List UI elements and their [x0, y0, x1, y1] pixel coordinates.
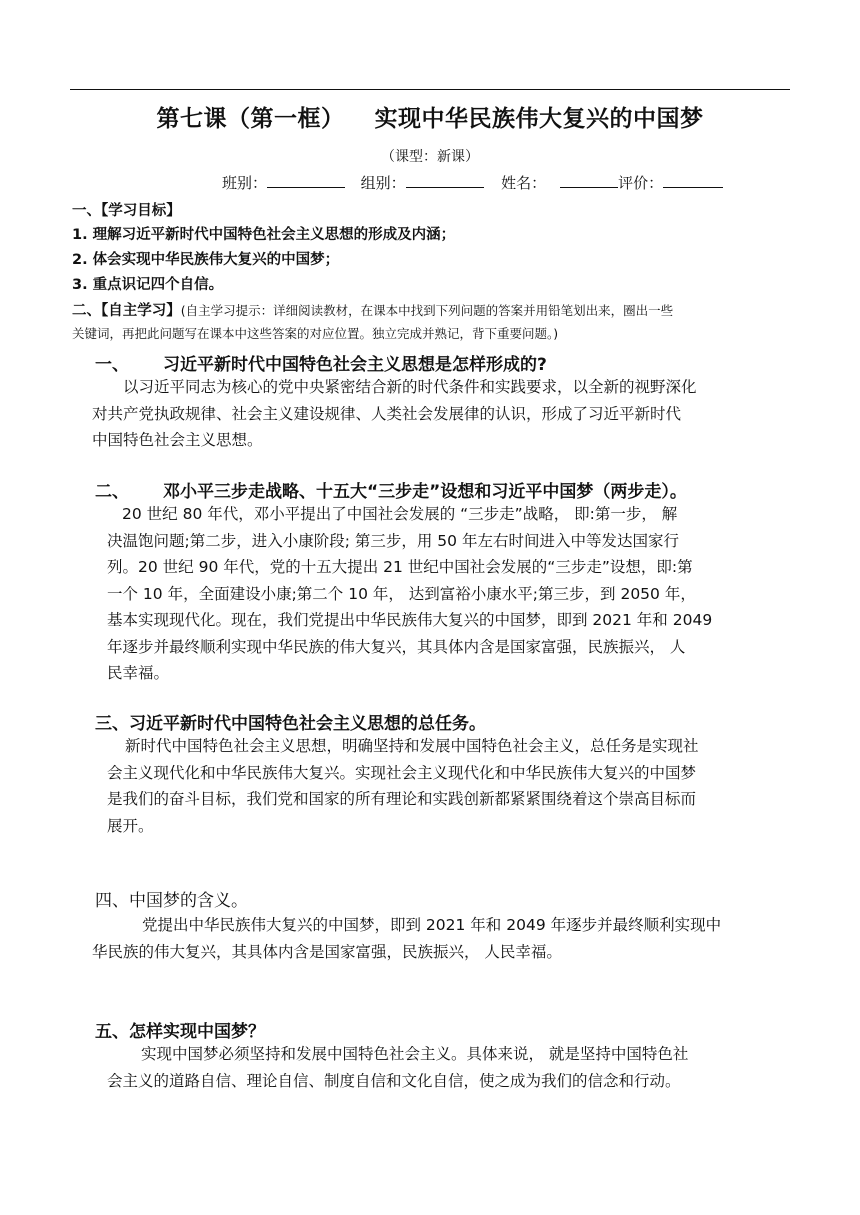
question-number: 三、 [95, 714, 129, 734]
name-field[interactable] [560, 173, 618, 188]
question-answer [107, 1041, 793, 1094]
title-lesson: 第七课（第一框） [156, 106, 345, 132]
answer-line: 年逐步并最终顺利实现中华民族的伟大复兴，其具体内含是国家富强，民族振兴， 人 [107, 637, 686, 656]
student-info-row [222, 172, 723, 193]
question-answer [92, 912, 792, 965]
objective-item: 3. 重点识记四个自信。 [72, 277, 224, 293]
objective-item: 2. 体会实现中华民族伟大复兴的中国梦； [72, 252, 340, 268]
class-label: 班别： [222, 174, 268, 192]
name-label: 姓名： [501, 174, 547, 192]
question-title: 中国梦的含义。 [129, 891, 248, 911]
answer-line: 党提出中华民族伟大复兴的中国梦，即到 2021 年和 2049 年逐步并最终顺利实现中 [142, 916, 722, 934]
group-field[interactable] [406, 173, 484, 188]
question-heading [95, 1017, 265, 1042]
answer-line: 实现中国梦必须坚持和发展中国特色社会主义。具体来说， 就是坚持中国特色社 [141, 1045, 689, 1063]
answer-line: 华民族的伟大复兴，其具体内含是国家富强，民族振兴， 人民幸福。 [92, 942, 562, 961]
answer-line: 基本实现现代化。现在，我们党提出中华民族伟大复兴的中国梦，即到 2021 年和 2049 [107, 611, 713, 629]
answer-line: 会主义现代化和中华民族伟大复兴。实现社会主义现代化和中华民族伟大复兴的中国梦 [107, 763, 697, 782]
question-title: 习近平新时代中国特色社会主义思想是怎样形成的? [163, 355, 547, 375]
answer-line: 是我们的奋斗目标，我们党和国家的所有理论和实践创新都紧紧围绕着这个崇高目标而 [107, 790, 697, 808]
answer-line: 列。20 世纪 90 年代，党的十五大提出 21 世纪中国社会发展的“三步走”设想，即:第 [107, 558, 693, 576]
top-rule [70, 89, 790, 90]
question-heading [95, 886, 248, 911]
question-title: 邓小平三步走战略、十五大“三步走”设想和习近平中国梦（两步走）。 [163, 482, 687, 502]
question-number: 一、 [95, 355, 129, 375]
question-heading [95, 350, 547, 375]
question-number: 二、 [95, 482, 129, 502]
question-heading [95, 709, 486, 734]
question-answer [107, 501, 789, 687]
objective-item: 1. 理解习近平新时代中国特色社会主义思想的形成及内涵； [72, 227, 456, 243]
answer-line: 决温饱问题;第二步，进入小康阶段; 第三步，用 50 年左右时间进入中等发达国家行 [107, 531, 679, 550]
answer-line: 对共产党执政规律、社会主义建设规律、人类社会发展律的认识，形成了习近平新时代 [92, 404, 682, 423]
objectives-heading: 一、【学习目标】 [72, 203, 181, 219]
group-label: 组别： [360, 174, 406, 192]
lesson-type: （课型：新课） [381, 149, 479, 165]
question-answer [92, 374, 792, 454]
answer-line: 中国特色社会主义思想。 [92, 431, 263, 449]
question-number: 四、 [95, 891, 129, 911]
eval-field[interactable] [663, 173, 723, 188]
answer-line: 以习近平同志为核心的党中央紧密结合新的时代条件和实践要求，以全新的视野深化 [123, 378, 697, 396]
answer-line: 一个 10 年，全面建设小康;第二个 10 年， 达到富裕小康水平;第三步，到 2050 年， [107, 584, 696, 603]
self-study-tip: (自主学习提示：详细阅读教材，在课本中找到下列问题的答案并用铅笔划出来，圈出一些 [180, 303, 674, 318]
answer-line: 展开。 [107, 816, 154, 835]
question-heading [95, 477, 687, 502]
question-title: 怎样实现中国梦？ [129, 1022, 265, 1042]
title-topic: 实现中华民族伟大复兴的中国梦 [374, 106, 704, 132]
answer-line: 民幸福。 [107, 664, 170, 682]
self-study-heading-line [72, 299, 673, 320]
self-study-tip-cont: 关键词，再把此问题写在课本中这些答案的对应位置。独立完成并熟记，背下重要问题。) [72, 326, 559, 341]
question-answer [107, 733, 789, 839]
eval-label: 评价： [618, 174, 664, 192]
self-study-heading: 二、【自主学习】 [72, 303, 181, 319]
answer-line: 20 世纪 80 年代，邓小平提出了中国社会发展的 “三步走”战略， 即:第一步， 解 [122, 505, 678, 523]
class-field[interactable] [267, 173, 345, 188]
answer-line: 会主义的道路自信、理论自信、制度自信和文化自信，使之成为我们的信念和行动。 [107, 1071, 681, 1090]
question-title: 习近平新时代中国特色社会主义思想的总任务。 [129, 714, 486, 734]
question-number: 五、 [95, 1022, 129, 1042]
answer-line: 新时代中国特色社会主义思想，明确坚持和发展中国特色社会主义，总任务是实现社 [125, 737, 699, 755]
page-title [70, 100, 790, 133]
